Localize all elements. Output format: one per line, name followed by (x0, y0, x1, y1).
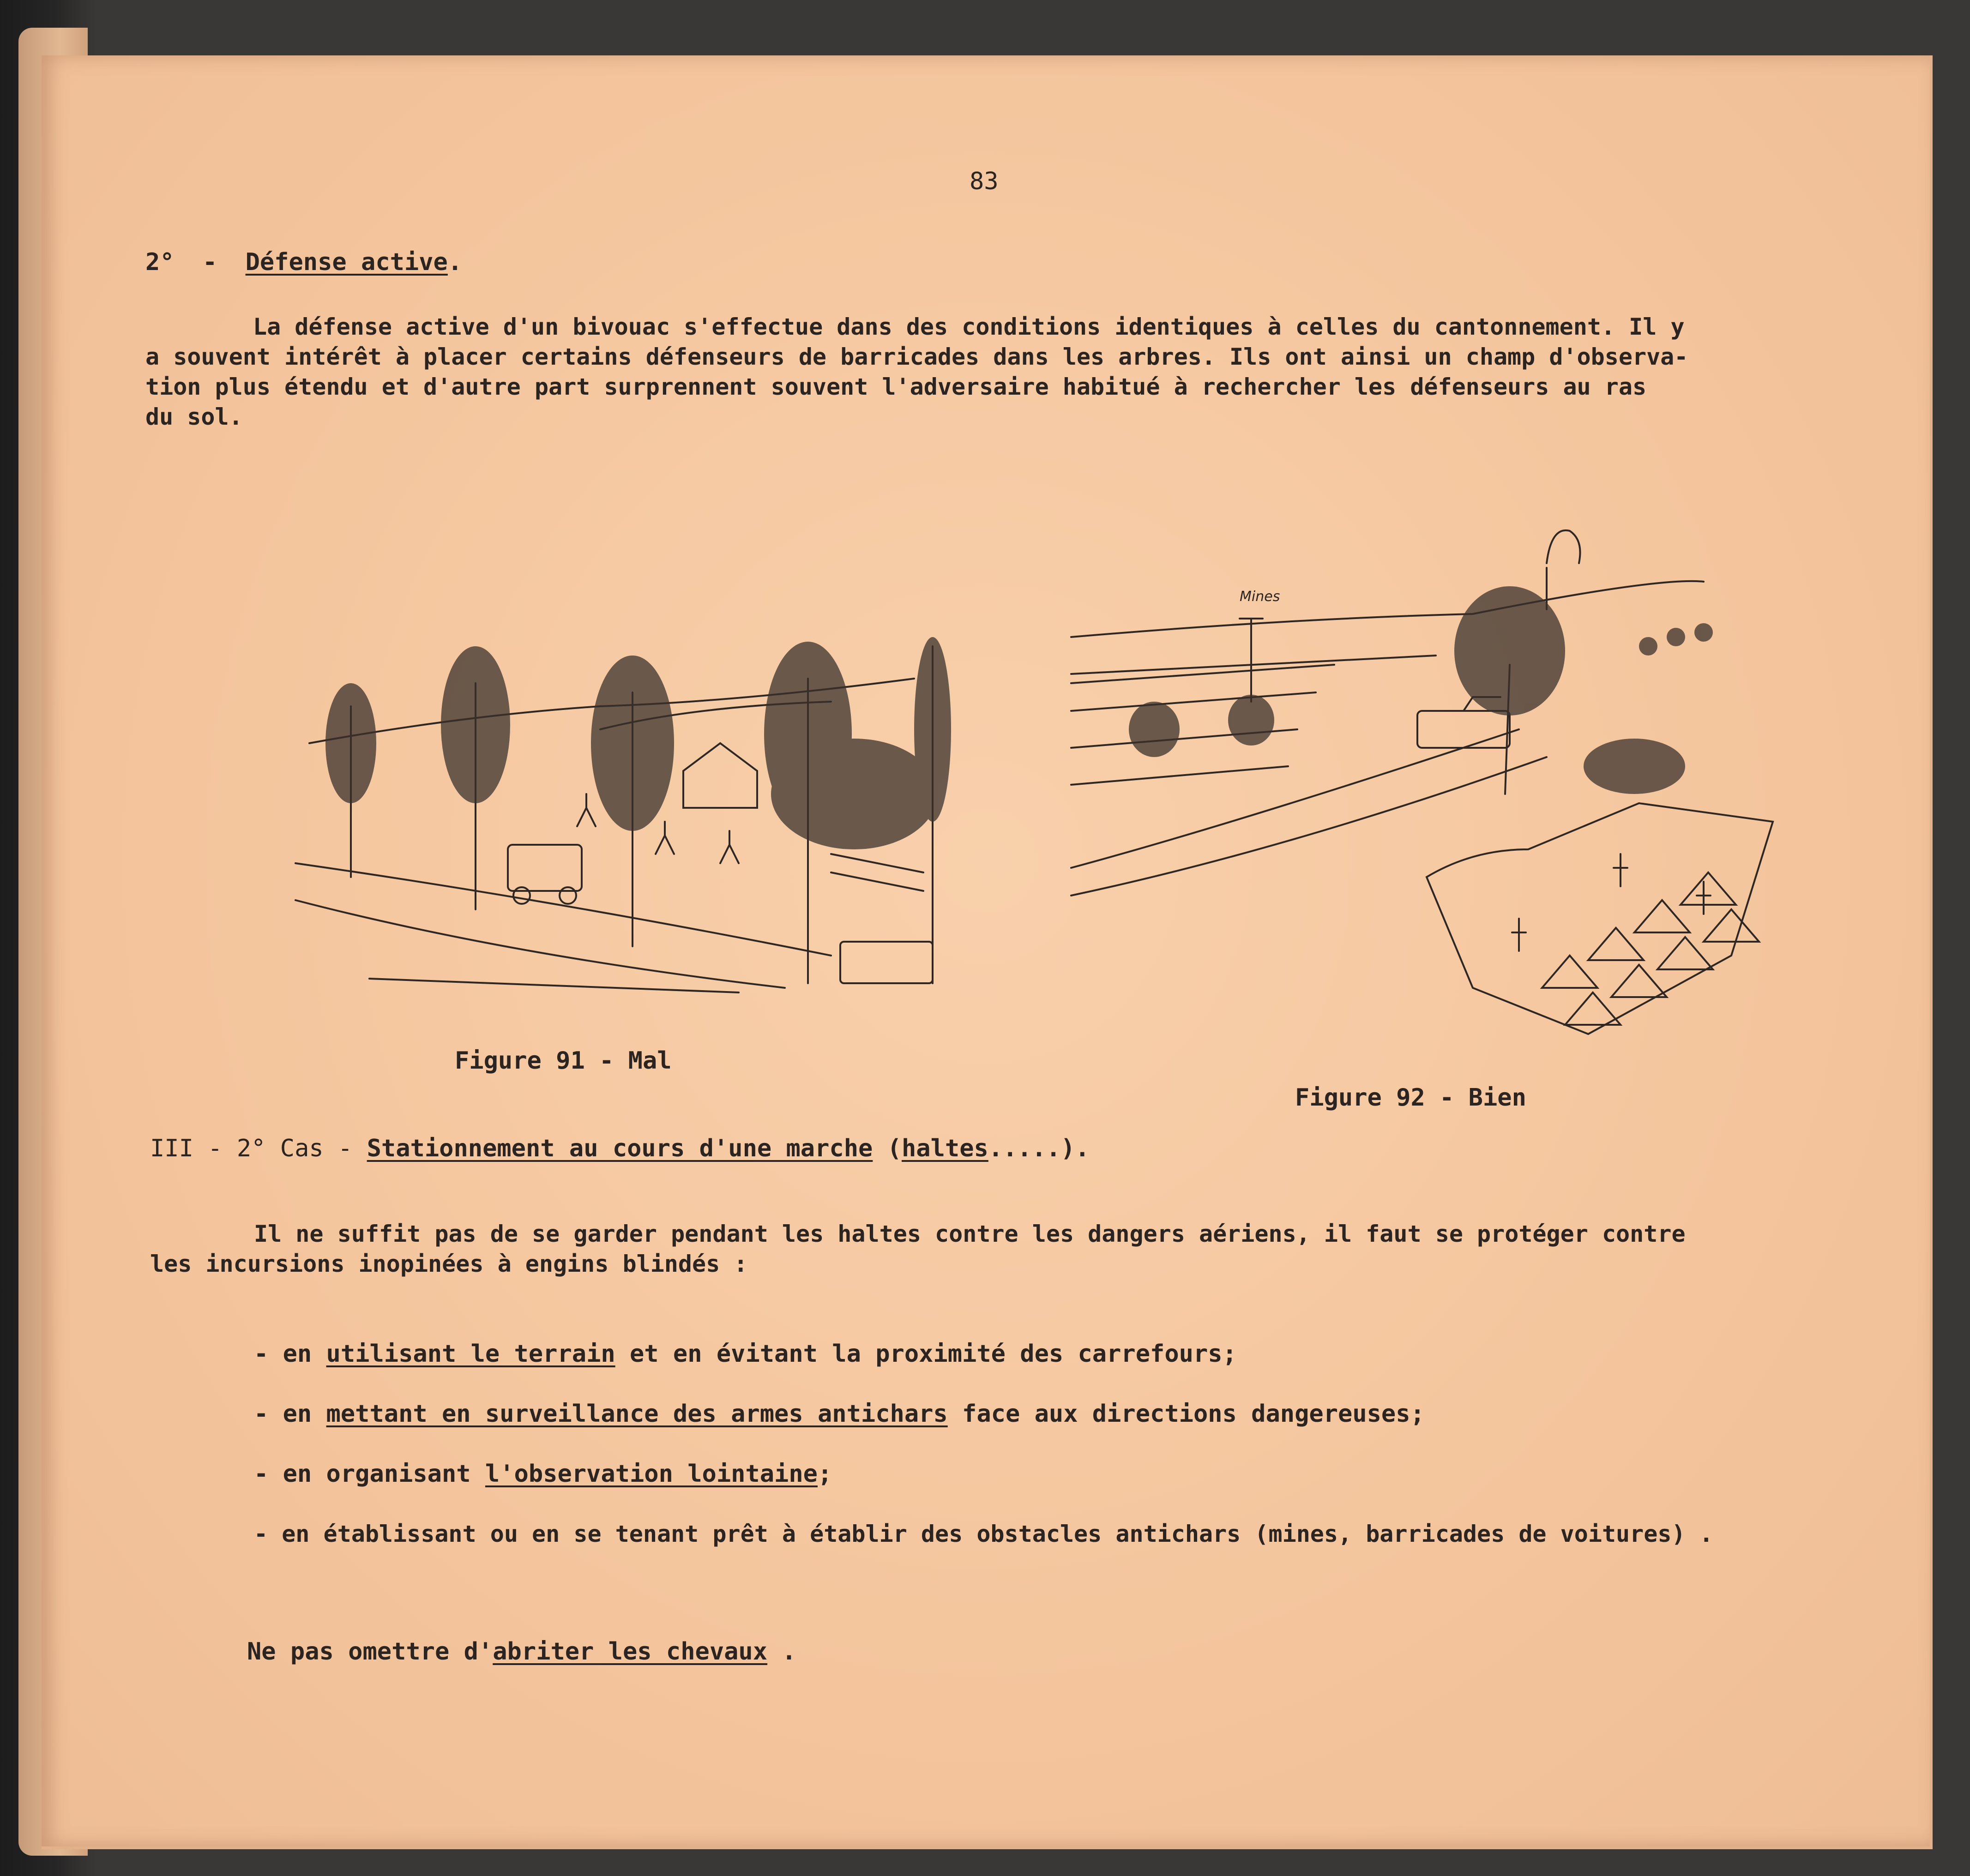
figure-91-illustration (277, 577, 951, 1002)
section-3-haltes: haltes (901, 1135, 988, 1162)
section-title: Défense active (245, 248, 448, 276)
list-item: - en organisant l'observation lointaine; (254, 1460, 832, 1488)
paragraph-line: du sol. (145, 403, 243, 430)
paragraph-line: La défense active d'un bivouac s'effectue dans des conditions identiques à celles du cantonnement. Il y (253, 313, 1685, 340)
figure-92-caption: Figure 92 - Bien (1295, 1084, 1526, 1112)
section-3-title: Stationnement au cours d'une marche (367, 1135, 873, 1162)
figure-92-sketch-label: Mines (1240, 589, 1280, 605)
section-3-paren: ( (873, 1135, 902, 1162)
section-dash: - (202, 248, 217, 276)
paragraph-line: tion plus étendu et d'autre part surprennent souvent l'adversaire habitué à rechercher les défenseurs au ras (145, 373, 1647, 400)
section-heading (145, 247, 462, 277)
list-item: - en utilisant le terrain et en évitant la proximité des carrefours; (254, 1340, 1237, 1368)
paragraph-line: a souvent intérêt à placer certains défenseurs de barricades dans les arbres. Ils ont ainsi un champ d'observa- (145, 343, 1688, 370)
closing-line: Ne pas omettre d'abriter les chevaux . (247, 1638, 796, 1666)
document-page (42, 55, 1933, 1849)
list-item: - en mettant en surveillance des armes antichars face aux directions dangereuses; (254, 1400, 1425, 1428)
figure-92-illustration (1057, 471, 1851, 1071)
section-3-prefix: III - 2° Cas - (150, 1135, 367, 1162)
paragraph-line: les incursions inopinées à engins blindés : (150, 1251, 748, 1277)
section-number: 2° (145, 248, 175, 276)
list-item: - en établissant ou en se tenant prêt à établir des obstacles antichars (mines, barricades de voitures) . (254, 1521, 1713, 1547)
figure-91-sketch (277, 577, 951, 1002)
figure-91-caption: Figure 91 - Mal (455, 1047, 672, 1075)
section-3-heading (150, 1133, 1090, 1164)
section-title-end: . (447, 248, 463, 276)
figure-92-sketch (1057, 471, 1851, 1071)
paragraph-line: Il ne suffit pas de se garder pendant les haltes contre les dangers aériens, il faut se protéger contre (254, 1221, 1686, 1247)
page-number: 83 (970, 168, 999, 195)
section-3-suffix: .....). (988, 1135, 1090, 1162)
